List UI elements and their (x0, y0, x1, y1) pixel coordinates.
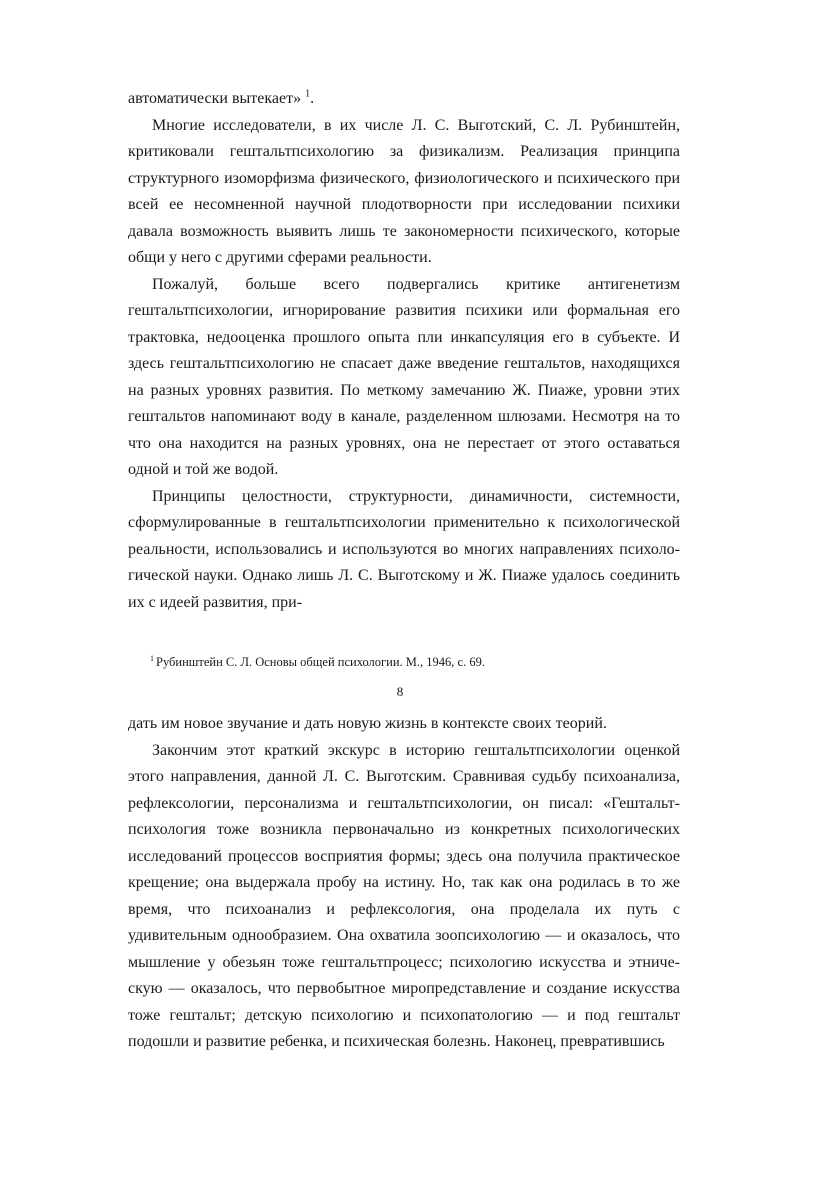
continued-line (128, 86, 680, 113)
paragraph: Закончим этот краткий экскурс в историю гештальтпсихологии оценкой этого направления, данной Л. С. Выготским. Сравнивая судьбу психоанализа, рефлексологии, персонализма и гештальтпсихологии, он писал: «Гештальт-психология тоже возникла первоначально из конкретных психологических исследований процессов восприятия формы; здесь она получила практическое крещение; она выдержала пробу на истину. Но, так как она родилась в то же время, что психоанализ и рефлексология, она проделала их путь с удивительным однообразием. Она охватила зоопсихологию — и оказалось, что мышление у обезьян тоже гештальтпроцесс; психологию искусства и этническую — оказалось, что первобытное миропредставление и создание искусства тоже гештальт; детскую психологию и психопатологию — и под гештальт подошли и развитие ребенка, и психическая болезнь. Наконец, превратившись (128, 741, 680, 1050)
continued-line-text: автоматически вытекает» (128, 90, 302, 107)
text-block-bottom (128, 711, 680, 1056)
footnote (150, 654, 670, 670)
text-block-top (128, 86, 680, 616)
footnote-reference: 1 (305, 88, 311, 100)
continued-line-end: . (310, 90, 315, 107)
page-number: 8 (396, 684, 404, 699)
footnote-marker: 1 (150, 653, 154, 663)
paragraph: Принципы целостности, структурности, динамичности, системности, сформулированные в гештальтпсихологии применительно к психологической реальности, использовались и используются во многих направлениях психологической науки. Однако лишь Л. С. Выготскому и Ж. Пиаже удалось соединить их с идеей развития, при- (128, 487, 680, 611)
continued-line: дать им новое звучание и дать новую жизнь в контексте своих теорий. (128, 715, 607, 732)
footnote-text: Рубинштейн С. Л. Основы общей психологии. М., 1946, с. 69. (156, 655, 485, 669)
paragraph: Пожалуй, больше всего подвергались критике антигенетизм гештальтпсихологии, игнорирование развития психики или формальная его трактовка, недооценка прошлого опыта пли инкапсуляция его в субъекте. И здесь гештальтпсихологию не спасает даже введение гештальтов, находящихся на разных уровнях развития. По меткому замечанию Ж. Пиаже, уровни этих гештальтов напоминают воду в канале, разделенном шлюзами. Несмотря на то что она находится на разных уровнях, она не перестает от этого оставаться одной и той же водой. (128, 275, 680, 478)
paragraph: Многие исследователи, в их числе Л. С. Выготский, С. Л. Рубинштейн, критиковали гештальтпсихологию за физикализм. Реализация принципа структурного изоморфизма физического, физиологического и психического при всей ее несомненной научной плодотворности при исследовании психики давала возможность выявить лишь те закономерности психического, которые общи у него с другими сферами реальности. (128, 116, 680, 266)
